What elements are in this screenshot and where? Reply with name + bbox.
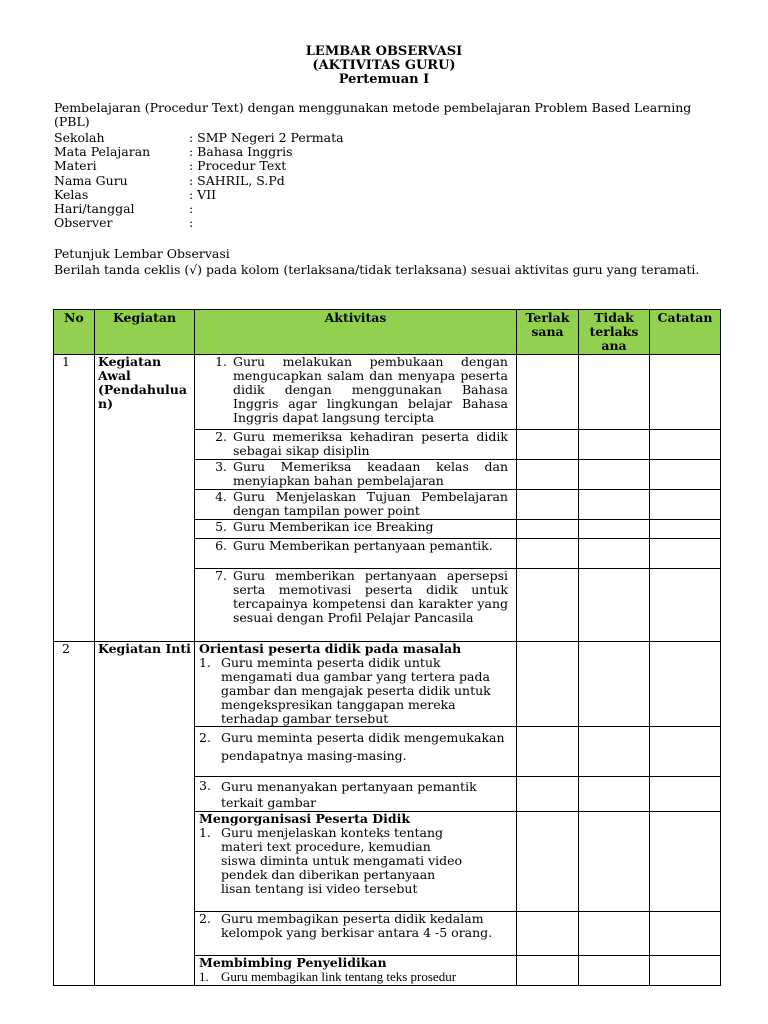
list-item: 3. Guru Memeriksa keadaan kelas dan menyiapkan bahan pembelajaran [215, 459, 508, 488]
row-number: 1 [54, 355, 95, 642]
meta-value: : SAHRIL, S.Pd [189, 172, 285, 188]
terlaksana-check-cell[interactable] [517, 490, 579, 520]
table-row [54, 642, 721, 727]
tidak-terlaksana-check-cell[interactable] [579, 460, 650, 490]
terlaksana-check-cell[interactable] [517, 912, 579, 956]
list-item: 1. Guru menjelaskan konteks tentang materi text procedure, kemudian siswa diminta untuk mengamati video pendek dan diberikan pertanyaan lisan tentang isi video tersebut [199, 825, 463, 896]
tidak-terlaksana-check-cell[interactable] [579, 355, 650, 430]
list-item: 3. Guru menanyakan pertanyaan pemantik terkait gambar [199, 778, 477, 810]
list-item: 2. Guru memeriksa kehadiran peserta didik sebagai sikap disiplin [215, 429, 508, 458]
header-tidak-terlaksana: Tidak terlaks ana [579, 310, 650, 355]
meta-value: : VII [189, 186, 217, 202]
tidak-terlaksana-check-cell[interactable] [579, 812, 650, 912]
list-item: 2. Guru meminta peserta didik mengemukakan pendapatnya masing-masing. [199, 730, 505, 763]
catatan-cell[interactable] [650, 520, 721, 539]
observation-table [53, 309, 721, 986]
phase-heading: Membimbing Penyelidikan [199, 955, 387, 970]
meta-value: : SMP Negeri 2 Permata [189, 130, 344, 145]
intro-text: Pembelajaran (Procedur Text) dengan menggunakan metode pembelajaran Problem Based Learning (PBL) [54, 100, 692, 129]
meta-row [54, 188, 344, 202]
meta-row [54, 202, 344, 216]
tidak-terlaksana-check-cell[interactable] [579, 777, 650, 812]
terlaksana-check-cell[interactable] [517, 727, 579, 777]
terlaksana-check-cell[interactable] [517, 812, 579, 912]
phase-heading: Mengorganisasi Peserta Didik [199, 811, 411, 826]
catatan-cell[interactable] [650, 727, 721, 777]
tidak-terlaksana-check-cell[interactable] [579, 642, 650, 727]
aktivitas-cell [195, 539, 517, 569]
instructions-text: Berilah tanda ceklis (√) pada kolom (terlaksana/tidak terlaksana) sesuai aktivitas guru yang teramati. [54, 262, 700, 277]
terlaksana-check-cell[interactable] [517, 355, 579, 430]
meta-info [54, 131, 344, 230]
kegiatan-cell: Kegiatan Inti [95, 642, 195, 986]
aktivitas-cell [195, 569, 517, 642]
aktivitas-cell [195, 460, 517, 490]
aktivitas-cell [195, 430, 517, 460]
terlaksana-check-cell[interactable] [517, 569, 579, 642]
catatan-cell[interactable] [650, 956, 721, 986]
meta-value: : Bahasa Inggris [189, 144, 293, 160]
aktivitas-cell [195, 727, 517, 777]
meta-row [54, 174, 344, 188]
aktivitas-cell [195, 777, 517, 812]
title-line-3: Pertemuan I [338, 72, 430, 87]
meta-row [54, 131, 344, 145]
terlaksana-check-cell[interactable] [517, 642, 579, 727]
catatan-cell[interactable] [650, 569, 721, 642]
catatan-cell[interactable] [650, 430, 721, 460]
header-aktivitas: Aktivitas [195, 310, 517, 355]
table-header-row [54, 310, 721, 355]
terlaksana-check-cell[interactable] [517, 520, 579, 539]
terlaksana-check-cell[interactable] [517, 956, 579, 986]
list-item: 1. Guru membagikan link tentang teks prosedur [199, 969, 457, 984]
list-item: 2. Guru membagikan peserta didik kedalam kelompok yang berkisar antara 4 -5 orang. [199, 911, 493, 940]
meta-row [54, 216, 344, 230]
tidak-terlaksana-check-cell[interactable] [579, 539, 650, 569]
meta-label: Observer [54, 215, 113, 231]
header-catatan: Catatan [650, 310, 721, 355]
tidak-terlaksana-check-cell[interactable] [579, 520, 650, 539]
aktivitas-cell [195, 912, 517, 956]
meta-row [54, 145, 344, 159]
tidak-terlaksana-check-cell[interactable] [579, 430, 650, 460]
phase-heading: Orientasi peserta didik pada masalah [199, 641, 462, 656]
list-item: 1. Guru meminta peserta didik untuk mengamati dua gambar yang tertera pada gambar dan mengajak peserta didik untuk mengekspresikan tanggapan mereka terhadap gambar tersebut [199, 655, 491, 726]
header-kegiatan: Kegiatan [95, 310, 195, 355]
aktivitas-cell [195, 520, 517, 539]
header-no: No [54, 310, 95, 355]
row-number: 2 [54, 642, 95, 986]
meta-label: Mata Pelajaran [54, 144, 151, 160]
terlaksana-check-cell[interactable] [517, 777, 579, 812]
aktivitas-cell [195, 355, 517, 430]
title-line-2: (AKTIVITAS GURU) [312, 58, 456, 73]
catatan-cell[interactable] [650, 355, 721, 430]
meta-value: : [189, 200, 194, 216]
terlaksana-check-cell[interactable] [517, 539, 579, 569]
aktivitas-cell [195, 956, 517, 986]
instructions [54, 246, 720, 278]
meta-row [54, 159, 344, 173]
catatan-cell[interactable] [650, 812, 721, 912]
aktivitas-cell [195, 642, 517, 727]
tidak-terlaksana-check-cell[interactable] [579, 569, 650, 642]
list-item: 7. Guru memberikan pertanyaan apersepsi serta memotivasi peserta didik untuk tercapainya kompetensi dan karakter yang sesuai dengan Profil Pelajar Pancasila [215, 568, 508, 625]
catatan-cell[interactable] [650, 539, 721, 569]
aktivitas-cell [195, 490, 517, 520]
meta-label: Sekolah [54, 130, 105, 145]
table-row [54, 355, 721, 430]
catatan-cell[interactable] [650, 912, 721, 956]
header-terlaksana: Terlak sana [517, 310, 579, 355]
tidak-terlaksana-check-cell[interactable] [579, 956, 650, 986]
list-item: 5. Guru Memberikan ice Breaking [215, 519, 434, 534]
catatan-cell[interactable] [650, 777, 721, 812]
catatan-cell[interactable] [650, 490, 721, 520]
instructions-heading: Petunjuk Lembar Observasi [54, 246, 230, 261]
catatan-cell[interactable] [650, 642, 721, 727]
kegiatan-cell: Kegiatan Awal (Pendahulua n) [95, 355, 195, 642]
list-item: 4. Guru Menjelaskan Tujuan Pembelajaran dengan tampilan power point [215, 489, 508, 518]
aktivitas-cell [195, 812, 517, 912]
tidak-terlaksana-check-cell[interactable] [579, 490, 650, 520]
meta-value: : [189, 215, 194, 231]
meta-label: Hari/tanggal [54, 200, 135, 216]
document-title [0, 45, 768, 87]
tidak-terlaksana-check-cell[interactable] [579, 727, 650, 777]
catatan-cell[interactable] [650, 460, 721, 490]
meta-label: Kelas [54, 186, 89, 202]
meta-value: : Procedur Text [189, 158, 287, 174]
terlaksana-check-cell[interactable] [517, 460, 579, 490]
title-line-1: LEMBAR OBSERVASI [305, 44, 463, 59]
terlaksana-check-cell[interactable] [517, 430, 579, 460]
meta-label: Materi [54, 158, 97, 174]
list-item: 6. Guru Memberikan pertanyaan pemantik. [215, 538, 493, 553]
list-item: 1. Guru melakukan pembukaan dengan mengucapkan salam dan menyapa peserta didik dengan menggunakan Bahasa Inggris agar lingkungan belajar Bahasa Inggris dapat langsung tercipta [215, 354, 508, 425]
tidak-terlaksana-check-cell[interactable] [579, 912, 650, 956]
meta-label: Nama Guru [54, 172, 128, 188]
